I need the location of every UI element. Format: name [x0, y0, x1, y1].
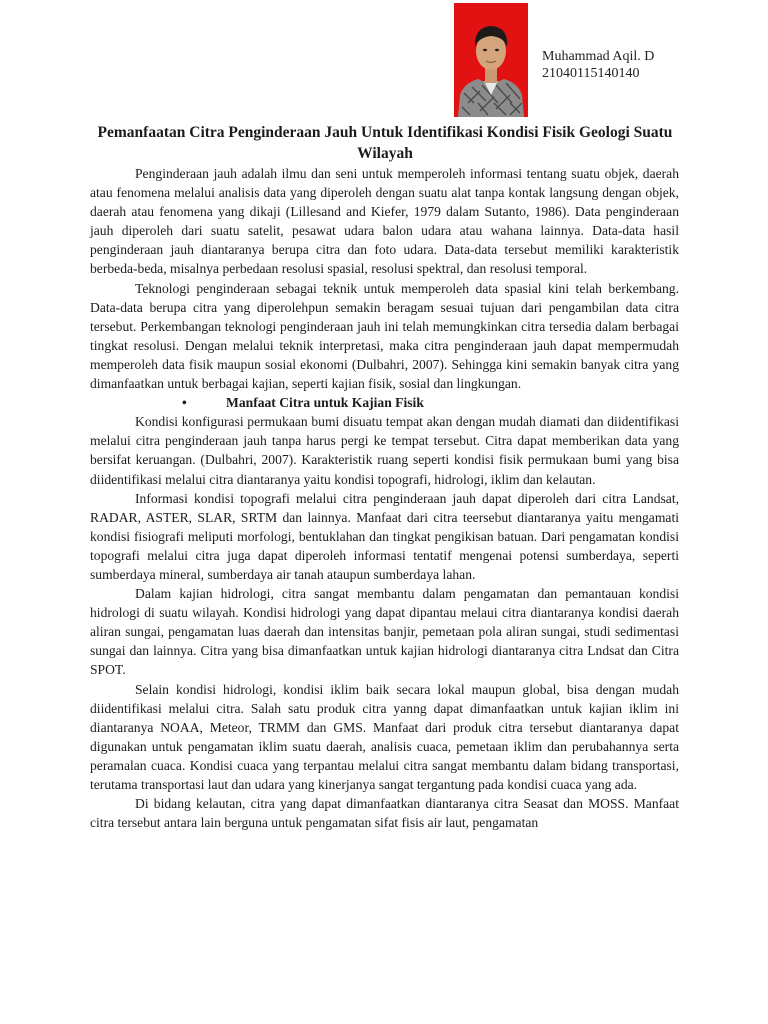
paragraph-section-3: Dalam kajian hidrologi, citra sangat membantu dalam pengamatan dan pemantauan kondisi hidrologi di suatu wilayah. Kondisi hidrologi yang dapat dipantau melaui citra diantaranya kondisi daerah aliran sungai, pengamatan luas daerah dan intensitas banjir, pemetaan pola aliran sungai, studi sedimentasi sungai dan lainnya. Citra yang bisa dimanfaatkan untuk kajian hidrologi diantaranya citra Lndsat dan Citra SPOT. — [90, 586, 679, 678]
author-name: Muhammad Aqil. D — [542, 49, 655, 64]
document-title: Pemanfaatan Citra Penginderaan Jauh Untuk Identifikasi Kondisi Fisik Geologi Suatu Wilayah — [97, 124, 673, 162]
portrait-photo-icon — [454, 3, 528, 117]
paragraph-section-5: Di bidang kelautan, citra yang dapat dimanfaatkan diantaranya citra Seasat dan MOSS. Manfaat citra tersebut antara lain berguna untuk pengamatan sifat fisis air laut, pengamatan — [90, 796, 679, 831]
author-id: 21040115140140 — [542, 66, 640, 81]
section-heading — [90, 393, 679, 412]
paragraph-section-4: Selain kondisi hidrologi, kondisi iklim baik secara lokal maupun global, bisa dengan mudah diidentifikasi melalui citra. Salah satu produk citra yanng dapat dimanfaatkan untuk kajian iklim ini diantaranya NOAA, Meteor, TRMM dan GMS. Manfaat dari produk citra tersebut diantaranya dapat digunakan untuk pengamatan iklim suatu daerah, analisis cuaca, pemetaan iklim dan perubahannya serta peramalan cuaca. Kondisi cuaca yang terpantau melalui citra sangat membantu dalam bidang transportasi, terutama transportasi laut dan udara yang kinerjanya sangat tergantung pada kondisi cuaca yang ada. — [90, 681, 679, 792]
document-body — [90, 164, 679, 832]
paragraph-section-2: Informasi kondisi topografi melalui citra penginderaan jauh dapat diperoleh dari citra Landsat, RADAR, ASTER, SLAR, SRTM dan lainnya. Manfaat dari citra teersebut diantaranya yaitu mengamati kondisi fisiografi meliputi morfologi, bentuklahan dan tingkat pengikisan batuan. Dari pengamatan kondisi topografi melalui citra juga dapat diperoleh informasi tentatif mengenai potensi sumberdaya, seperti sumberdaya mineral, sumberdaya air tanah ataupun sumberdaya lahan. — [90, 490, 679, 582]
paragraph-intro-1: Penginderaan jauh adalah ilmu dan seni untuk memperoleh informasi tentang suatu objek, daerah atau fenomena melalui analisis data yang diperoleh dengan suatu alat tanpa kontak langsung dengan objek, daerah atau fenomena yang dikaji (Lillesand and Kiefer, 1979 dalam Sutanto, 1986). Data penginderaan jauh diperoleh dari suatu satelit, pesawat udara balon udara atau wahana lainnya. Data-data hasil penginderaan jauh diantaranya berupa citra dan foto udara. Data-data tersebut memiliki karakteristik berbeda-beda, misalnya perbedaan resolusi spasial, resolusi spektral, dan resolusi temporal. — [90, 166, 679, 277]
paragraph-section-1: Kondisi konfigurasi permukaan bumi disuatu tempat akan dengan mudah diamati dan diidentifikasi melalui citra penginderaan jauh tanpa harus pergi ke tempat tersebut. Citra dapat memberikan data yang bersifat keruangan. (Dulbahri, 2007). Karakteristik ruang seperti kondisi fisik permukaan bumi yang bisa diidentifikasi melalui citra diantaranya yaitu kondisi topografi, hidrologi, iklim dan kelautan. — [90, 414, 679, 487]
paragraph-intro-2: Teknologi penginderaan sebagai teknik untuk memperoleh data spasial kini telah berkembang. Data-data berupa citra yang diperolehpun semakin beragam sesuai tujuan dari pengambilan data citra tersebut. Perkembangan teknologi penginderaan jauh ini telah memungkinkan citra tersedia dalam berbagai tingkat resolusi. Dengan melalui teknik interpretasi, maka citra penginderaan jauh dapat mempermudah memperoleh data fisik maupun sosial ekonomi (Dulbahri, 2007). Sehingga kini semakin banyak citra yang dimanfaatkan untuk berbagai kajian, seperti kajian fisik, sosial dan lingkungan. — [90, 280, 679, 392]
section-heading-text: Manfaat Citra untuk Kajian Fisik — [226, 395, 424, 411]
author-info — [542, 48, 654, 82]
bullet-icon: • — [182, 395, 187, 411]
